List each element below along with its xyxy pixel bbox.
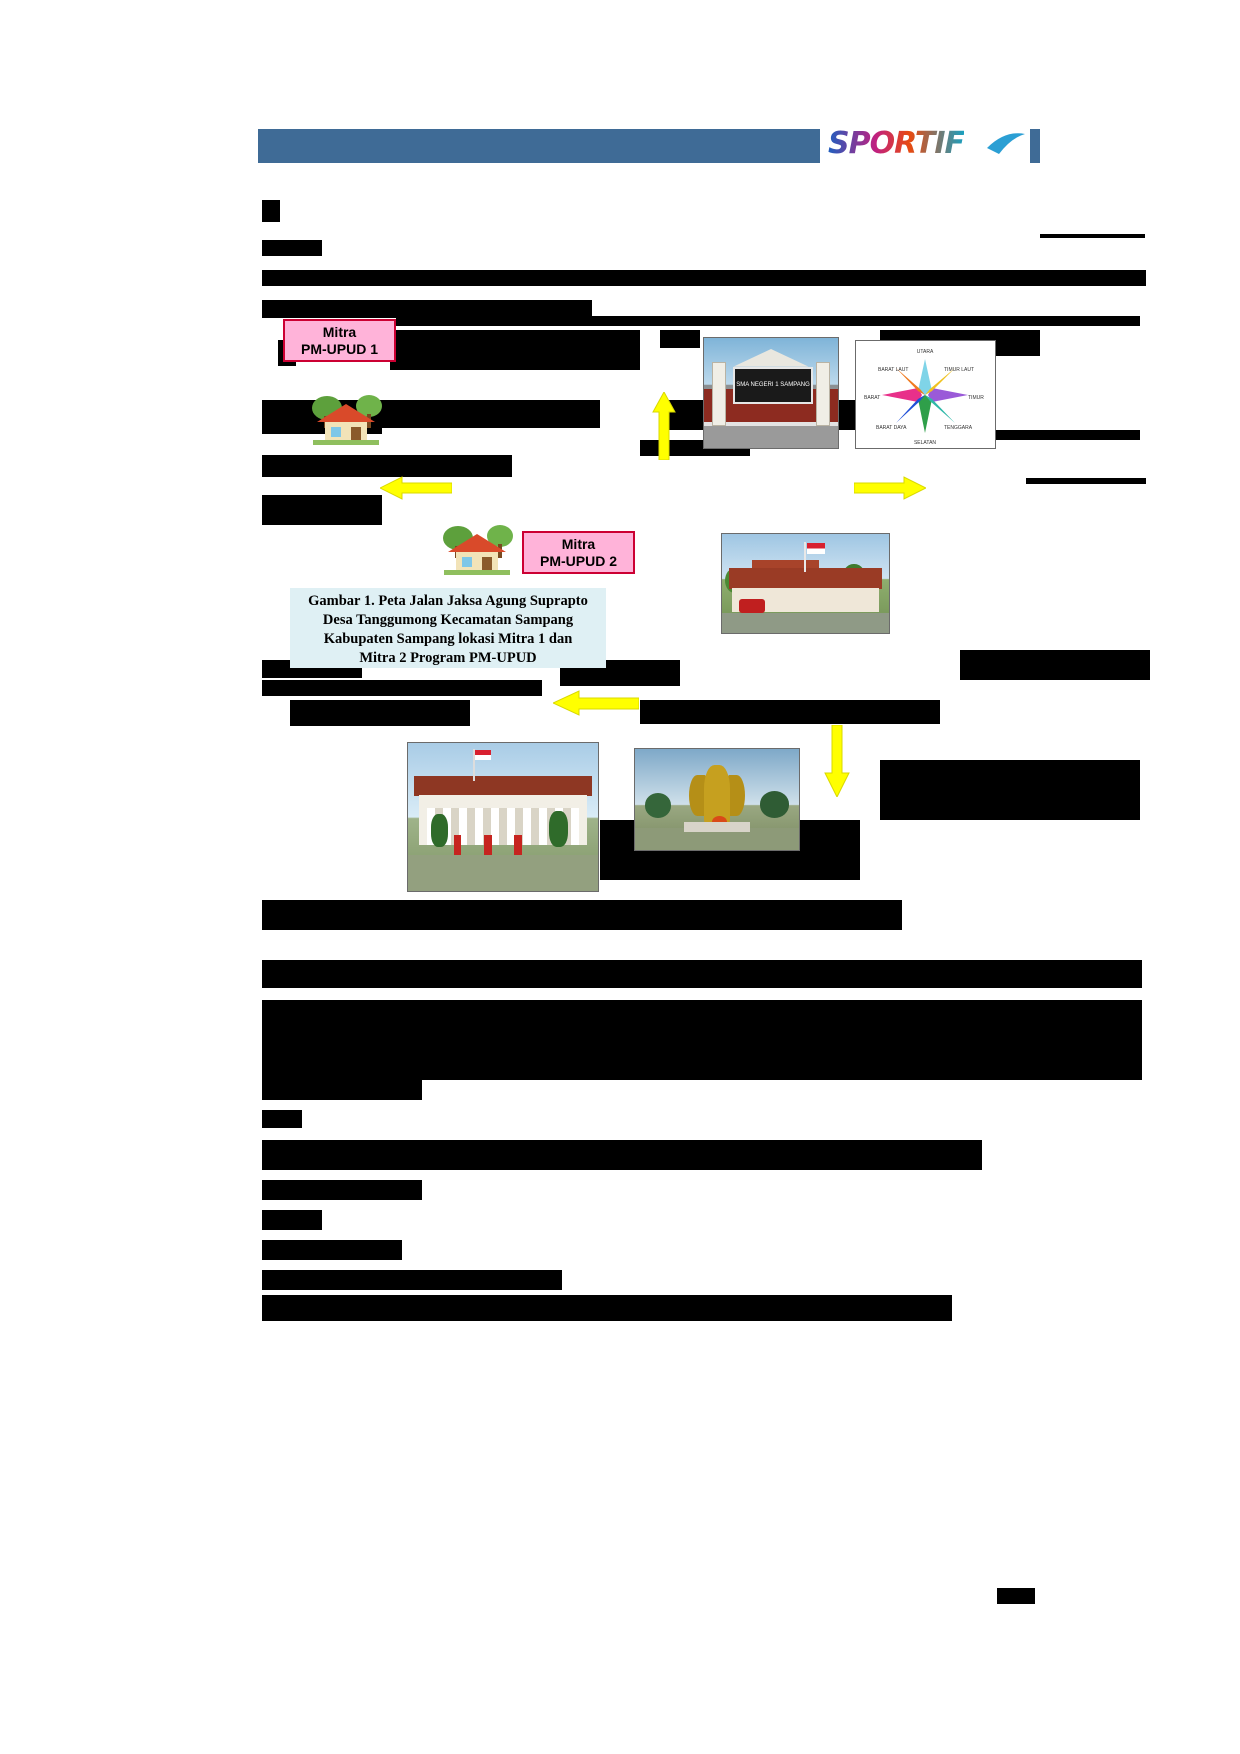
- house-icon-2: [438, 518, 516, 578]
- svg-text:BARAT LAUT: BARAT LAUT: [878, 367, 909, 373]
- compass-rose-icon: [856, 341, 995, 448]
- text-block-2: [262, 240, 322, 256]
- text-block-30: [262, 1080, 422, 1100]
- photo-compass-rose: [855, 340, 996, 449]
- text-block-6: [396, 316, 1140, 326]
- svg-text:TENGGARA: TENGGARA: [944, 425, 973, 431]
- school-gate-sign-text: SMA NEGERI 1 SAMPANG: [733, 367, 812, 404]
- figure-caption: [290, 588, 606, 668]
- arrow-left-icon-2: [553, 690, 639, 716]
- text-block-23: [290, 700, 470, 726]
- mitra-2-label-line1: Mitra: [561, 535, 596, 552]
- text-block-34: [262, 1210, 322, 1230]
- svg-text:UTARA: UTARA: [916, 349, 934, 355]
- journal-logo: [820, 122, 1030, 166]
- text-block-35: [262, 1240, 402, 1260]
- text-block-27: [262, 900, 902, 930]
- svg-text:TIMUR LAUT: TIMUR LAUT: [944, 367, 974, 373]
- text-block-16: [262, 455, 512, 477]
- mitra-1-label: [283, 319, 396, 362]
- page-number: [997, 1588, 1035, 1604]
- figure-caption-line-3: Kabupaten Sampang lokasi Mitra 1 dan: [323, 631, 573, 647]
- photo-monument: [634, 748, 800, 851]
- text-block-8: [390, 330, 640, 370]
- text-block-32: [262, 1140, 982, 1170]
- text-block-20: [262, 680, 542, 696]
- text-block-4: [262, 270, 1146, 286]
- svg-text:SELATAN: SELATAN: [913, 440, 937, 446]
- photo-office-building: [721, 533, 890, 634]
- svg-text:BARAT DAYA: BARAT DAYA: [876, 425, 907, 431]
- mitra-2-label-line2: PM-UPUD 2: [539, 552, 617, 569]
- text-block-1: [262, 200, 280, 222]
- figure-caption-line-2: Desa Tanggumong Kecamatan Sampang: [322, 612, 574, 628]
- text-block-37: [262, 1295, 952, 1321]
- svg-text:BARAT: BARAT: [864, 395, 881, 401]
- text-block-29: [262, 1000, 1142, 1080]
- text-block-17: [262, 495, 382, 525]
- mitra-1-label-line2: PM-UPUD 1: [300, 340, 378, 357]
- text-block-36: [262, 1270, 562, 1290]
- text-block-28: [262, 960, 1142, 988]
- arrow-up-icon: [652, 392, 676, 460]
- text-block-31: [262, 1110, 302, 1128]
- text-block-12: [380, 400, 600, 428]
- mitra-2-label: [522, 531, 635, 574]
- figure-caption-line-4: Mitra 2 Program PM-UPUD: [359, 650, 537, 666]
- text-block-9: [660, 330, 700, 348]
- journal-logo-text: SPORTIF: [828, 126, 964, 161]
- text-block-24: [640, 700, 940, 724]
- figure-caption-line-1: Gambar 1. Peta Jalan Jaksa Agung Suprapto: [308, 593, 588, 609]
- svg-text:TIMUR: TIMUR: [968, 395, 984, 401]
- arrow-left-icon-1: [380, 476, 452, 500]
- text-block-15: [1026, 478, 1146, 484]
- arrow-down-icon: [824, 725, 850, 797]
- house-icon-1: [307, 388, 385, 448]
- text-block-3: [1040, 234, 1145, 238]
- mitra-1-label-line1: Mitra: [322, 323, 357, 340]
- logo-swoosh-icon: [985, 128, 1027, 156]
- photo-school-gate: [703, 337, 839, 449]
- photo-government-building: [407, 742, 599, 892]
- text-block-25: [880, 760, 1140, 820]
- text-block-22: [960, 650, 1150, 680]
- text-block-33: [262, 1180, 422, 1200]
- arrow-right-icon: [854, 476, 926, 500]
